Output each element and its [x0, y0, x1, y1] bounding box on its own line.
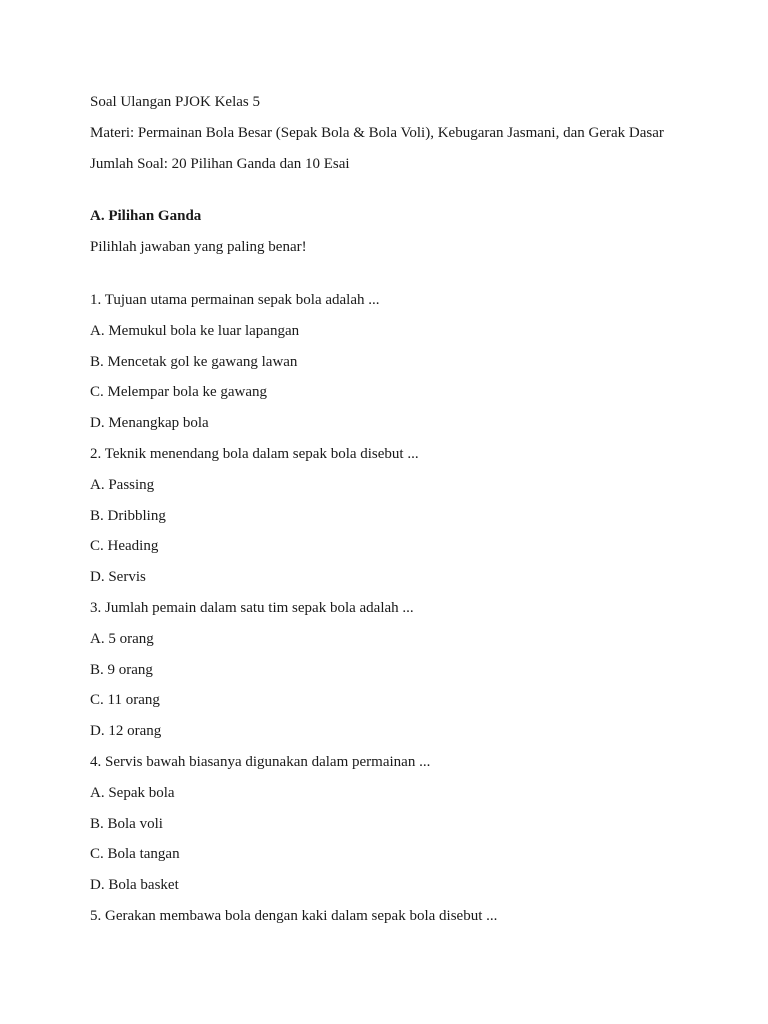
question-text: 5. Gerakan membawa bola dengan kaki dalam sepak bola disebut ... — [90, 907, 498, 924]
question-2 — [90, 445, 730, 599]
question-5 — [90, 907, 730, 938]
answer-option: B. Bola voli — [90, 815, 163, 832]
question-text: 4. Servis bawah biasanya digunakan dalam permainan ... — [90, 753, 431, 770]
question-text: 2. Teknik menendang bola dalam sepak bola disebut ... — [90, 445, 419, 462]
question-4 — [90, 753, 730, 907]
materi-line: Materi: Permainan Bola Besar (Sepak Bola & Bola Voli), Kebugaran Jasmani, dan Gerak Dasar — [90, 124, 664, 141]
answer-option: D. Servis — [90, 569, 146, 586]
question-3 — [90, 599, 730, 753]
question-1 — [90, 291, 730, 445]
answer-option: A. Passing — [90, 476, 155, 493]
answer-option: C. Melempar bola ke gawang — [90, 384, 268, 401]
answer-option: C. 11 orang — [90, 692, 160, 709]
answer-option: B. Dribbling — [90, 507, 166, 524]
answer-option: A. 5 orang — [90, 630, 154, 647]
answer-option: D. 12 orang — [90, 723, 162, 740]
answer-option: A. Memukul bola ke luar lapangan — [90, 322, 300, 339]
answer-option: D. Menangkap bola — [90, 415, 209, 432]
answer-option: C. Heading — [90, 538, 159, 555]
section-instruction: Pilihlah jawaban yang paling benar! — [90, 239, 307, 256]
answer-option: B. Mencetak gol ke gawang lawan — [90, 353, 298, 370]
spacer — [90, 185, 730, 207]
question-text: 1. Tujuan utama permainan sepak bola adalah ... — [90, 291, 380, 308]
question-text: 3. Jumlah pemain dalam satu tim sepak bola adalah ... — [90, 599, 414, 616]
document-title: Soal Ulangan PJOK Kelas 5 — [90, 94, 260, 110]
answer-option: A. Sepak bola — [90, 784, 175, 801]
answer-option: C. Bola tangan — [90, 846, 180, 863]
jumlah-soal-line: Jumlah Soal: 20 Pilihan Ganda dan 10 Esai — [90, 155, 350, 172]
document-page — [90, 93, 730, 938]
answer-option: D. Bola basket — [90, 877, 179, 894]
answer-option: B. 9 orang — [90, 661, 153, 678]
section-title: A. Pilihan Ganda — [90, 208, 202, 225]
spacer — [90, 269, 730, 291]
